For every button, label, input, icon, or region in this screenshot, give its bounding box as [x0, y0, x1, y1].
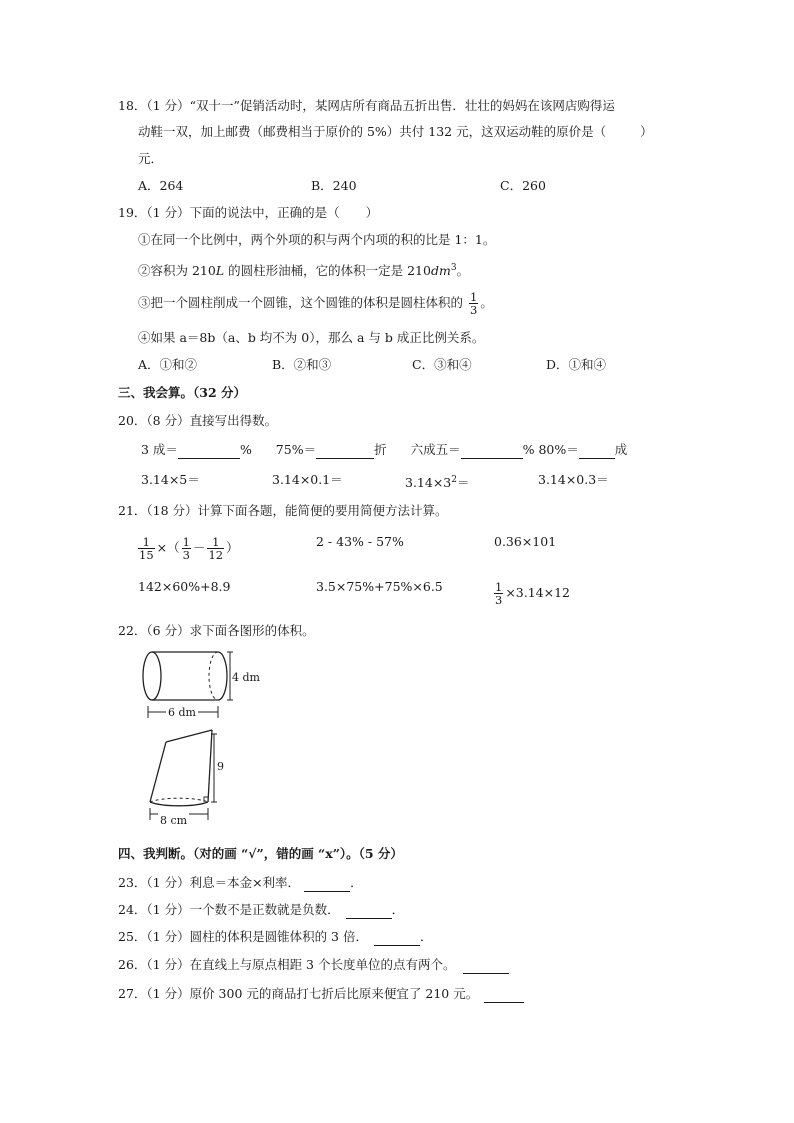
q19-s2-unit: L — [215, 263, 225, 279]
q21-expr-5: 3.5×75%+75%×6.5 — [316, 579, 443, 594]
cylinder-height-label: 4 dm — [232, 671, 260, 684]
q20-r2-c-exp: 2 — [451, 475, 457, 485]
frac-num: 1 — [207, 536, 224, 549]
q18-option-a: A．264 — [138, 178, 184, 193]
frac-num: 1 — [138, 536, 155, 549]
q18-option-b: B．240 — [311, 178, 357, 193]
q21-expr-4: 142×60%+8.9 — [138, 579, 231, 594]
q19-statement-1: ①在同一个比例中，两个外项的积与两个内项的积的比是 1：1。 — [138, 232, 496, 247]
period: ． — [419, 929, 433, 944]
q20-r2-c-eq: ＝ — [457, 475, 470, 491]
q19-close-paren: ） — [365, 205, 379, 220]
q20-stem: 20．（8 分）直接写出得数。 — [118, 413, 278, 428]
q20-r1-d: 折 — [374, 442, 387, 457]
q21-expr-2: 2 - 43% - 57% — [316, 534, 404, 549]
q19-s2-sup: 3 — [450, 263, 457, 273]
q18-line3: 元． — [138, 151, 164, 166]
q19-statement-2 — [138, 259, 469, 280]
answer-blank[interactable] — [484, 988, 524, 1003]
q19-option-c: C．③和④ — [412, 357, 472, 372]
q21-expr-3: 0.36×101 — [494, 534, 557, 549]
q25-text: 25．（1 分）圆柱的体积是圆锥体积的 3 倍． — [118, 929, 368, 944]
q26-text: 26．（1 分）在直线上与原点相距 3 个长度单位的点有两个。 — [118, 957, 456, 972]
q19-s2-c: 。 — [456, 263, 470, 279]
q27-text: 27．（1 分）原价 300 元的商品打七折后比原来便宜了 210 元。 — [118, 986, 479, 1001]
q20-r1-g: 成 — [614, 442, 628, 457]
q19-statement-4: ④如果 a＝8b（a、b 均不为 0），那么 a 与 b 成正比例关系。 — [138, 330, 485, 345]
cone-figure — [138, 728, 238, 828]
q24-text: 24．（1 分）一个数不是正数就是负数． — [118, 902, 340, 917]
q20-r1-c: 75%＝ — [275, 442, 317, 457]
answer-blank[interactable] — [304, 877, 350, 892]
q27 — [118, 985, 524, 1003]
q21-expr-6 — [492, 578, 570, 608]
frac-num: 1 — [495, 580, 503, 594]
q21-e6-rest: ×3.14×12 — [505, 585, 571, 600]
q19-s3-a: ③把一个圆柱削成一个圆锥，这个圆锥的体积是圆柱体积的 — [138, 295, 464, 310]
frac-den: 12 — [208, 548, 224, 562]
fraction — [182, 536, 191, 561]
q20-r1-b: % — [239, 442, 252, 457]
q20-r1-a: 3 成＝ — [141, 442, 178, 457]
answer-blank[interactable] — [463, 959, 509, 974]
cone-height-label: 9 — [217, 760, 224, 773]
answer-blank[interactable] — [374, 931, 420, 946]
q23 — [118, 874, 363, 892]
frac-den: 3 — [495, 593, 503, 607]
q19-option-b: B．②和③ — [272, 357, 332, 372]
q21-expr-1 — [136, 533, 239, 563]
q21-e1-end: ） — [226, 540, 239, 555]
q24 — [118, 901, 404, 919]
q20-row1 — [141, 441, 627, 459]
q22-stem: 22．（6 分）求下面各图形的体积。 — [118, 623, 315, 638]
q20-r2-d: 3.14×0.3＝ — [538, 472, 609, 487]
section-4-heading: 四、我判断。（对的画 “√”，错的画 “x”）。（5 分） — [118, 846, 403, 861]
q19-s2-a: ②容积为 210 — [138, 263, 216, 279]
q20-r1-f: % 80%＝ — [522, 442, 579, 457]
answer-blank[interactable] — [461, 444, 523, 459]
fraction — [494, 581, 503, 606]
q18-line2-text: 动鞋一双，加上邮费（邮费相当于原价的 5%）共付 132 元，这双运动鞋的原价是（ — [138, 124, 607, 139]
q25 — [118, 928, 433, 946]
q19-stem — [118, 204, 378, 222]
q19-statement-3 — [138, 290, 493, 316]
q19-s3-b: 。 — [480, 295, 493, 310]
q26 — [118, 956, 509, 974]
cylinder-figure — [138, 646, 278, 724]
q21-e1-mid: ×（ — [156, 540, 180, 555]
frac-den: 3 — [470, 303, 478, 317]
section-3-heading: 三、我会算。（32 分） — [118, 385, 246, 400]
q21-e1-minus: － — [192, 540, 206, 555]
answer-blank[interactable] — [316, 444, 374, 459]
fraction — [207, 536, 224, 561]
q18-line1: 18．（1 分）“双十一”促销活动时，某网店所有商品五折出售．壮壮的妈妈在该网店购得运 — [118, 98, 615, 113]
period: ． — [391, 902, 405, 917]
frac-num: 1 — [470, 290, 478, 304]
q19-option-d: D．①和④ — [546, 357, 607, 372]
cylinder-length-label: 6 dm — [166, 704, 198, 722]
q19-option-a: A．①和② — [138, 357, 198, 372]
q23-text: 23．（1 分）利息＝本金×利率． — [118, 875, 301, 890]
frac-den: 15 — [139, 548, 154, 562]
q19-stem-text: 19．（1 分）下面的说法中，正确的是（ — [118, 205, 340, 220]
q18-line2 — [138, 123, 653, 141]
fraction — [138, 536, 155, 561]
q20-r2-c-base: 3.14×3 — [405, 475, 452, 491]
q21-stem: 21．（18 分）计算下面各题，能简便的要用简便方法计算。 — [118, 503, 448, 518]
q20-r2-c — [405, 471, 470, 492]
answer-blank[interactable] — [346, 904, 392, 919]
q20-r2-a: 3.14×5＝ — [141, 472, 200, 487]
answer-blank[interactable] — [579, 444, 615, 459]
q19-s3-fraction — [469, 291, 478, 316]
q20-r2-b: 3.14×0.1＝ — [272, 472, 343, 487]
q19-s2-b: 的圆柱形油桶，它的体积一定是 210 — [224, 263, 431, 279]
q18-option-c: C．260 — [500, 178, 546, 193]
q18-close-paren: ） — [640, 124, 653, 139]
q19-s2-unit2: dm — [430, 263, 451, 279]
answer-blank[interactable] — [178, 444, 240, 459]
frac-den: 3 — [182, 548, 190, 562]
period: ． — [350, 875, 363, 890]
cone-base-label: 8 cm — [158, 812, 189, 830]
frac-num: 1 — [182, 535, 190, 549]
q20-r1-e: 六成五＝ — [410, 442, 461, 457]
